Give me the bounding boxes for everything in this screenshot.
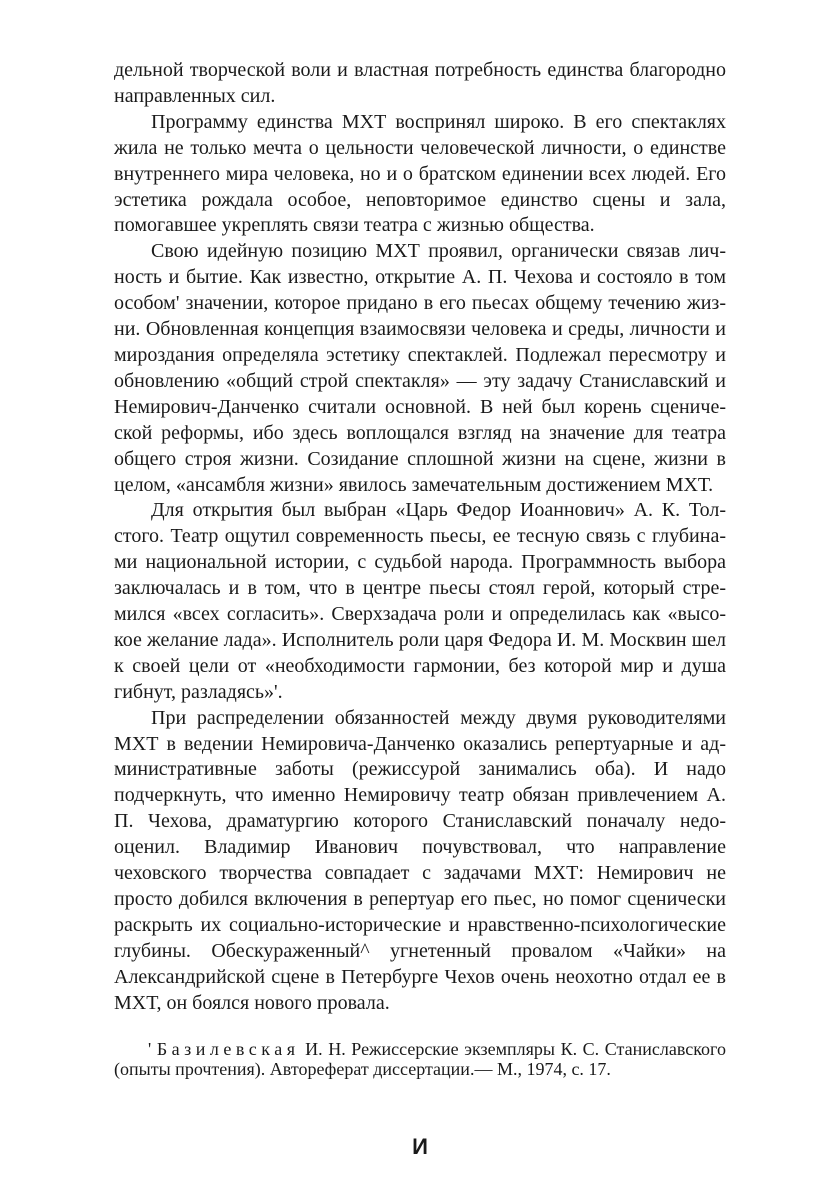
page-number: И: [412, 1134, 428, 1159]
paragraph-duties-distribution: При распределении обязанностей между двумя руководителями МХТ в ведении Немировича-Данченко оказались репертуарные и административные заботы (режиссурой занимались оба). И надо подчеркнуть, что именно Немировичу театр обязан привлечением А. П. Чехова, драматургию которого Станиславский поначалу недооценил. Владимир Иванович почувствовал, что направление чеховского творчества совпадает с задачами МХТ: Немирович не просто добился включения в репертуар его пьес, но помог сценически раскрыть их социально-исторические и нравственно-психологические глубины. Обескураженный^ угнетенный провалом «Чайки» на Александрийской сцене в Петербурге Чехов очень неохотно отдал ее в МХТ, он боялся нового провала.: [114, 706, 726, 1014]
paragraph-tsar-fyodor: Для открытия был выбран «Царь Федор Иоаннович» А. К. Толстого. Театр ощутил современность пьесы, ее тесную связь с глубинами национальной истории, с судьбой народа. Программность выбора заключалась и в том, что в центре пьесы стоял герой, который стремился «всех согласить». Сверхзадача роли и определилась как «высокое желание лада». Исполнитель роли царя Федора И. М. Москвин шел к своей цели от «необходимости гармонии, без которой мир и душа гибнут, разладясь»'.: [114, 499, 726, 703]
paragraph-unity-program: Программу единства МХТ воспринял широко. В его спектаклях жила не только мечта о цельности человеческой личности, о единстве внутреннего мира человека, но и о братском единении всех людей. Его эстетика рождала особое, неповторимое единство сцены и зала, помогавшее укреплять связи театра с жизнью общества.: [114, 110, 726, 237]
page-body: [114, 58, 726, 1017]
footnote-text: И. Н. Режиссерские экземпляры К. С. Станиславского (опыты прочтения). Автореферат диссертации.— М., 1974, с. 17.: [114, 1039, 726, 1079]
footnote-author: Базилевская: [156, 1039, 300, 1059]
paragraph-ideological-position: Свою идейную позицию МХТ проявил, органически связав личность и бытие. Как известно, открытие А. П. Чехова и состояло в том особом' значении, которое придано в его пьесах общему течению жизни. Обновленная концепция взаимосвязи человека и среды, личности и мироздания определяла эстетику спектаклей. Подлежал пересмотру и обновлению «общий строй спектакля» — эту задачу Станиславский и Немирович-Данченко считали основной. В ней был корень сценической реформы, ибо здесь воплощался взгляд на значение для театра общего строя жизни. Созидание сплошной жизни на сцене, жизни в целом, «ансамбля жизни» явилось замечательным достижением МХТ.: [114, 240, 726, 496]
footnote: [114, 1040, 726, 1079]
footnote-mark: ': [148, 1039, 152, 1059]
paragraph-continuation: дельной творческой воли и властная потребность единства благородно направленных сил.: [114, 59, 726, 107]
